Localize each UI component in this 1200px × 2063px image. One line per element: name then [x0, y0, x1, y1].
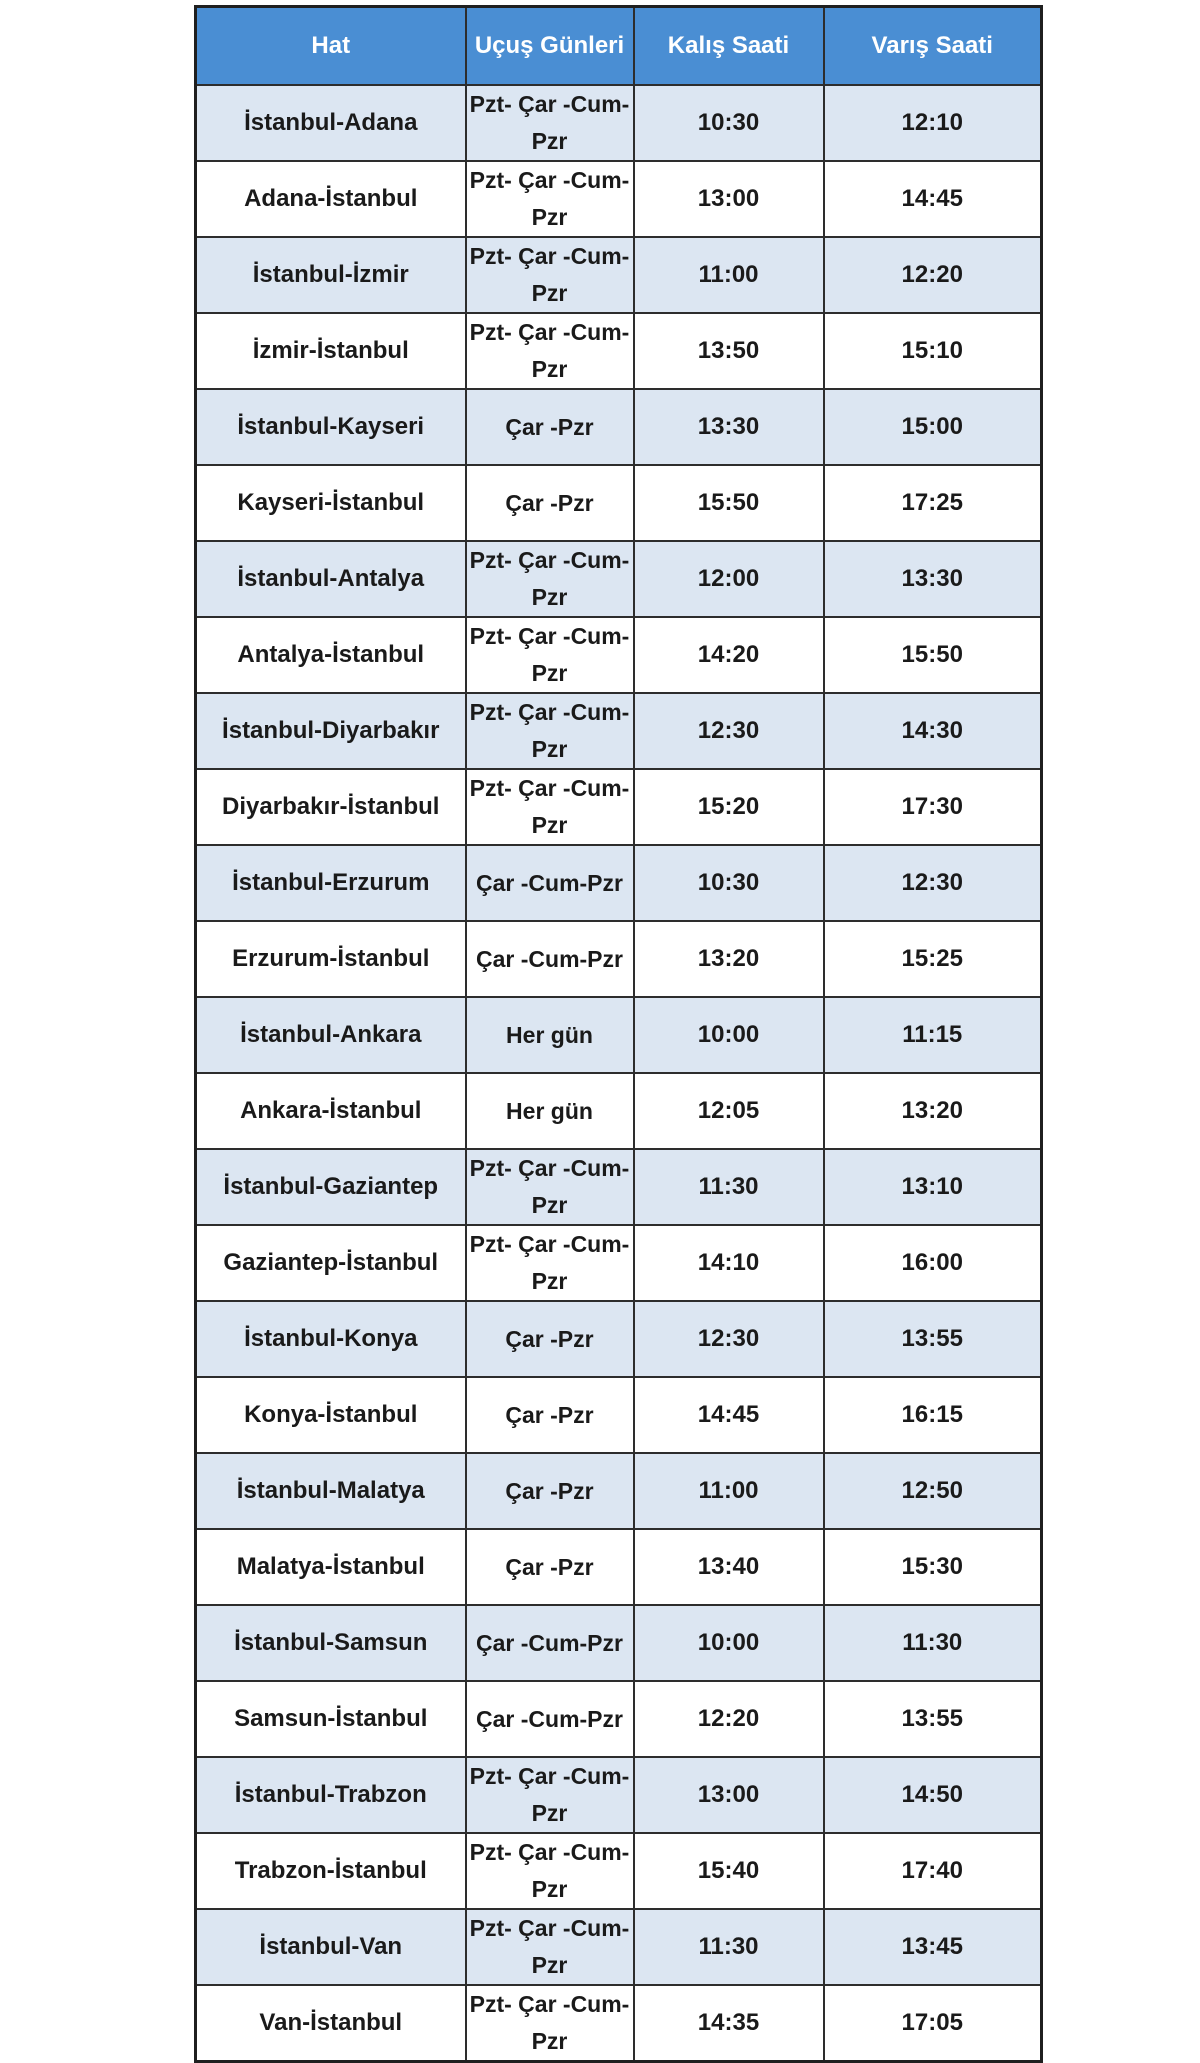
flight-days-line: Her gün — [506, 1021, 593, 1048]
flight-days-line: Çar -Pzr — [505, 413, 594, 440]
flight-days-line: Pzr — [531, 736, 568, 762]
table-row — [196, 465, 1042, 541]
table-row — [196, 161, 1042, 237]
table-row — [196, 693, 1042, 769]
arrival-time-cell: 12:50 — [824, 1453, 1042, 1529]
flight-days-line: Pzt- Çar -Cum- — [469, 1155, 630, 1181]
header-route: Hat — [196, 7, 466, 86]
flight-days-cell — [466, 1529, 634, 1605]
flight-days-cell — [466, 389, 634, 465]
route-cell: Erzurum-İstanbul — [196, 921, 466, 997]
route-cell: İzmir-İstanbul — [196, 313, 466, 389]
arrival-time-cell: 15:50 — [824, 617, 1042, 693]
arrival-time-cell: 14:30 — [824, 693, 1042, 769]
departure-time-cell: 14:20 — [634, 617, 824, 693]
flight-days-cell — [466, 1605, 634, 1681]
flight-days-line: Pzr — [531, 1192, 568, 1218]
flight-days-cell — [466, 85, 634, 161]
flight-schedule-table — [194, 5, 1043, 2063]
flight-days-line: Çar -Pzr — [505, 1553, 594, 1580]
table-row — [196, 237, 1042, 313]
flight-days-cell — [466, 1073, 634, 1149]
flight-days-line: Pzt- Çar -Cum- — [469, 319, 630, 345]
route-cell: Kayseri-İstanbul — [196, 465, 466, 541]
header-days: Uçuş Günleri — [466, 7, 634, 86]
departure-time-cell: 14:45 — [634, 1377, 824, 1453]
route-cell: Trabzon-İstanbul — [196, 1833, 466, 1909]
arrival-time-cell: 13:30 — [824, 541, 1042, 617]
flight-days-line: Her gün — [506, 1097, 593, 1124]
arrival-time-cell: 13:55 — [824, 1301, 1042, 1377]
flight-days-line: Pzt- Çar -Cum- — [469, 1991, 630, 2017]
route-cell: Diyarbakır-İstanbul — [196, 769, 466, 845]
arrival-time-cell: 14:45 — [824, 161, 1042, 237]
flight-days-line: Pzr — [531, 280, 568, 306]
table-row — [196, 1225, 1042, 1301]
departure-time-cell: 12:30 — [634, 1301, 824, 1377]
table-body — [196, 85, 1042, 2062]
flight-days-line: Pzt- Çar -Cum- — [469, 699, 630, 725]
table-row — [196, 1681, 1042, 1757]
flight-days-line: Pzr — [531, 584, 568, 610]
table-row — [196, 1833, 1042, 1909]
flight-days-line: Pzt- Çar -Cum- — [469, 91, 630, 117]
route-cell: Van-İstanbul — [196, 1985, 466, 2062]
departure-time-cell: 13:00 — [634, 1757, 824, 1833]
flight-days-cell — [466, 1681, 634, 1757]
flight-days-cell — [466, 1149, 634, 1225]
header-departure: Kalış Saati — [634, 7, 824, 86]
flight-days-cell — [466, 1833, 634, 1909]
flight-days-line: Pzr — [531, 128, 568, 154]
route-cell: Adana-İstanbul — [196, 161, 466, 237]
flight-days-line: Çar -Cum-Pzr — [476, 1705, 623, 1732]
table-row — [196, 769, 1042, 845]
flight-days-line: Pzr — [531, 1800, 568, 1826]
departure-time-cell: 12:05 — [634, 1073, 824, 1149]
departure-time-cell: 10:00 — [634, 1605, 824, 1681]
departure-time-cell: 12:00 — [634, 541, 824, 617]
flight-days-line: Pzt- Çar -Cum- — [469, 167, 630, 193]
departure-time-cell: 14:35 — [634, 1985, 824, 2062]
flight-days-line: Çar -Pzr — [505, 1401, 594, 1428]
flight-days-line: Pzt- Çar -Cum- — [469, 547, 630, 573]
table-row — [196, 541, 1042, 617]
arrival-time-cell: 11:15 — [824, 997, 1042, 1073]
table-row — [196, 1757, 1042, 1833]
arrival-time-cell: 12:10 — [824, 85, 1042, 161]
table-row — [196, 313, 1042, 389]
arrival-time-cell: 12:30 — [824, 845, 1042, 921]
route-cell: Antalya-İstanbul — [196, 617, 466, 693]
flight-days-cell — [466, 1225, 634, 1301]
arrival-time-cell: 17:25 — [824, 465, 1042, 541]
departure-time-cell: 15:20 — [634, 769, 824, 845]
departure-time-cell: 12:20 — [634, 1681, 824, 1757]
flight-days-cell — [466, 161, 634, 237]
flight-days-line: Çar -Cum-Pzr — [476, 1629, 623, 1656]
departure-time-cell: 13:20 — [634, 921, 824, 997]
arrival-time-cell: 11:30 — [824, 1605, 1042, 1681]
flight-days-line: Pzt- Çar -Cum- — [469, 243, 630, 269]
route-cell: Konya-İstanbul — [196, 1377, 466, 1453]
departure-time-cell: 13:50 — [634, 313, 824, 389]
departure-time-cell: 15:40 — [634, 1833, 824, 1909]
departure-time-cell: 11:30 — [634, 1909, 824, 1985]
table-header — [196, 7, 1042, 86]
flight-days-line: Pzr — [531, 204, 568, 230]
table-row — [196, 1377, 1042, 1453]
flight-days-line: Pzr — [531, 660, 568, 686]
flight-days-cell — [466, 617, 634, 693]
route-cell: İstanbul-Gaziantep — [196, 1149, 466, 1225]
departure-time-cell: 13:30 — [634, 389, 824, 465]
arrival-time-cell: 15:10 — [824, 313, 1042, 389]
header-row — [196, 7, 1042, 86]
arrival-time-cell: 13:45 — [824, 1909, 1042, 1985]
header-arrival: Varış Saati — [824, 7, 1042, 86]
arrival-time-cell: 15:30 — [824, 1529, 1042, 1605]
flight-days-line: Pzr — [531, 1876, 568, 1902]
route-cell: Ankara-İstanbul — [196, 1073, 466, 1149]
route-cell: İstanbul-İzmir — [196, 237, 466, 313]
departure-time-cell: 14:10 — [634, 1225, 824, 1301]
flight-days-cell — [466, 1909, 634, 1985]
flight-days-line: Çar -Cum-Pzr — [476, 869, 623, 896]
table-row — [196, 845, 1042, 921]
flight-days-line: Pzr — [531, 1952, 568, 1978]
table-row — [196, 389, 1042, 465]
table-row — [196, 1605, 1042, 1681]
flight-days-line: Pzt- Çar -Cum- — [469, 1231, 630, 1257]
flight-days-cell — [466, 1377, 634, 1453]
route-cell: Gaziantep-İstanbul — [196, 1225, 466, 1301]
departure-time-cell: 13:40 — [634, 1529, 824, 1605]
flight-days-line: Çar -Pzr — [505, 1325, 594, 1352]
flight-days-line: Pzt- Çar -Cum- — [469, 775, 630, 801]
table-row — [196, 1073, 1042, 1149]
flight-days-cell — [466, 465, 634, 541]
arrival-time-cell: 15:00 — [824, 389, 1042, 465]
route-cell: İstanbul-Erzurum — [196, 845, 466, 921]
table-row — [196, 1985, 1042, 2062]
flight-days-cell — [466, 997, 634, 1073]
arrival-time-cell: 13:20 — [824, 1073, 1042, 1149]
route-cell: İstanbul-Konya — [196, 1301, 466, 1377]
flight-days-cell — [466, 541, 634, 617]
table-row — [196, 1909, 1042, 1985]
table-row — [196, 921, 1042, 997]
route-cell: İstanbul-Ankara — [196, 997, 466, 1073]
flight-days-cell — [466, 237, 634, 313]
flight-days-cell — [466, 1985, 634, 2062]
route-cell: Malatya-İstanbul — [196, 1529, 466, 1605]
arrival-time-cell: 16:00 — [824, 1225, 1042, 1301]
route-cell: İstanbul-Van — [196, 1909, 466, 1985]
flight-days-cell — [466, 1757, 634, 1833]
route-cell: İstanbul-Diyarbakır — [196, 693, 466, 769]
arrival-time-cell: 17:30 — [824, 769, 1042, 845]
flight-days-cell — [466, 693, 634, 769]
flight-days-line: Pzt- Çar -Cum- — [469, 1915, 630, 1941]
route-cell: İstanbul-Trabzon — [196, 1757, 466, 1833]
flight-days-line: Pzr — [531, 812, 568, 838]
flight-days-cell — [466, 845, 634, 921]
departure-time-cell: 10:30 — [634, 845, 824, 921]
departure-time-cell: 12:30 — [634, 693, 824, 769]
departure-time-cell: 10:00 — [634, 997, 824, 1073]
route-cell: İstanbul-Antalya — [196, 541, 466, 617]
flight-days-line: Pzt- Çar -Cum- — [469, 1763, 630, 1789]
table-row — [196, 1149, 1042, 1225]
flight-days-cell — [466, 1453, 634, 1529]
departure-time-cell: 13:00 — [634, 161, 824, 237]
flight-days-cell — [466, 313, 634, 389]
departure-time-cell: 11:00 — [634, 237, 824, 313]
route-cell: İstanbul-Adana — [196, 85, 466, 161]
departure-time-cell: 10:30 — [634, 85, 824, 161]
flight-days-line: Çar -Cum-Pzr — [476, 945, 623, 972]
flight-days-cell — [466, 769, 634, 845]
arrival-time-cell: 13:55 — [824, 1681, 1042, 1757]
table-row — [196, 1529, 1042, 1605]
arrival-time-cell: 16:15 — [824, 1377, 1042, 1453]
arrival-time-cell: 15:25 — [824, 921, 1042, 997]
flight-days-line: Pzt- Çar -Cum- — [469, 623, 630, 649]
table-row — [196, 1301, 1042, 1377]
flight-days-line: Çar -Pzr — [505, 489, 594, 516]
arrival-time-cell: 13:10 — [824, 1149, 1042, 1225]
arrival-time-cell: 14:50 — [824, 1757, 1042, 1833]
route-cell: İstanbul-Samsun — [196, 1605, 466, 1681]
flight-days-line: Pzr — [531, 356, 568, 382]
route-cell: İstanbul-Kayseri — [196, 389, 466, 465]
route-cell: Samsun-İstanbul — [196, 1681, 466, 1757]
flight-days-cell — [466, 1301, 634, 1377]
departure-time-cell: 15:50 — [634, 465, 824, 541]
table-row — [196, 1453, 1042, 1529]
flight-days-line: Pzr — [531, 1268, 568, 1294]
table-row — [196, 85, 1042, 161]
arrival-time-cell: 17:05 — [824, 1985, 1042, 2062]
arrival-time-cell: 12:20 — [824, 237, 1042, 313]
flight-days-cell — [466, 921, 634, 997]
departure-time-cell: 11:30 — [634, 1149, 824, 1225]
flight-days-line: Pzr — [531, 2028, 568, 2054]
arrival-time-cell: 17:40 — [824, 1833, 1042, 1909]
flight-days-line: Pzt- Çar -Cum- — [469, 1839, 630, 1865]
flight-days-line: Çar -Pzr — [505, 1477, 594, 1504]
table-row — [196, 617, 1042, 693]
route-cell: İstanbul-Malatya — [196, 1453, 466, 1529]
departure-time-cell: 11:00 — [634, 1453, 824, 1529]
table-row — [196, 997, 1042, 1073]
